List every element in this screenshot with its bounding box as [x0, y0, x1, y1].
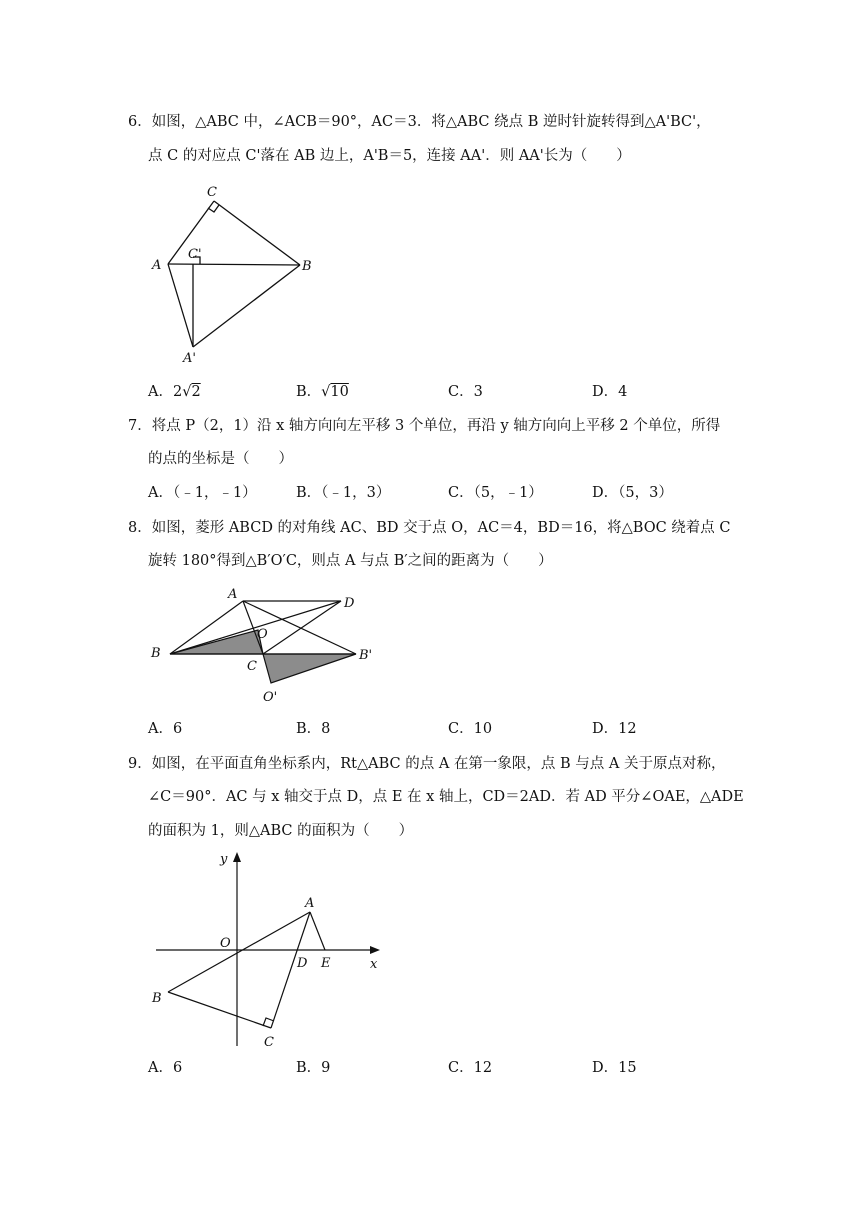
- q9-options: [148, 1058, 748, 1078]
- q9-label-b: B: [152, 991, 162, 1006]
- sqrt-icon: √: [321, 384, 331, 400]
- q6-label-b: B: [302, 259, 312, 274]
- q6-label-a: A: [152, 258, 162, 273]
- q9-x-arrow-icon: [370, 946, 380, 954]
- q8-label-op: O': [263, 690, 278, 705]
- q6-label-c: C: [207, 185, 217, 200]
- q7-options: [148, 483, 748, 503]
- q8-option-c[interactable]: C．10: [448, 721, 493, 737]
- q8-line-2: 旋转 180°得到△B′O′C，则点 A 与点 B′之间的距离为（ ）: [148, 553, 553, 569]
- q9-option-d[interactable]: D．15: [592, 1060, 637, 1076]
- q8-figure: [140, 580, 390, 710]
- q6-option-c[interactable]: C．3: [448, 384, 483, 400]
- q6-option-b[interactable]: B．√10: [296, 384, 349, 400]
- q8-triangle-bpopc-shaded: [263, 654, 356, 683]
- q9-label-y: y: [220, 852, 228, 867]
- q6-figure: [140, 180, 340, 370]
- q8-options: [148, 719, 748, 739]
- q9-label-x: x: [370, 957, 378, 972]
- q9-option-c[interactable]: C．12: [448, 1060, 493, 1076]
- q6-line-1: 6．如图，△ABC 中，∠ACB＝90°，AC＝3．将△ABC 绕点 B 逆时针旋转得到△A'BC'，: [128, 114, 711, 130]
- q7-option-c[interactable]: C．（5，﹣1）: [448, 485, 543, 501]
- q8-label-b: B: [151, 646, 161, 661]
- q8-label-bp: B': [359, 648, 373, 663]
- q6-segment-ab: [168, 264, 300, 265]
- q8-label-c: C: [247, 659, 257, 674]
- q9-label-o: O: [220, 936, 231, 951]
- q8-label-a: A: [228, 587, 238, 602]
- q8-option-b[interactable]: B．8: [296, 721, 331, 737]
- q6-options: [148, 382, 748, 402]
- q9-y-arrow-icon: [233, 852, 241, 862]
- q9-figure: [140, 846, 400, 1056]
- q6-segment-cb: [214, 201, 300, 265]
- q9-line-2: ∠C＝90°．AC 与 x 轴交于点 D，点 E 在 x 轴上，CD＝2AD．若 AD 平分∠OAE，△ADE: [148, 789, 744, 805]
- q9-segment-ae: [310, 912, 325, 950]
- q7-option-a[interactable]: A．（﹣1，﹣1）: [148, 485, 257, 501]
- q6-label-cp: C': [188, 247, 202, 262]
- q8-segment-dc: [263, 601, 341, 654]
- q6-option-a[interactable]: A．2√2: [148, 384, 201, 400]
- q8-triangle-boc-shaded: [170, 630, 263, 654]
- q9-label-e: E: [321, 956, 331, 971]
- q9-segment-ab: [168, 912, 310, 992]
- q7-option-d[interactable]: D．（5，3）: [592, 485, 673, 501]
- q6-option-d[interactable]: D．4: [592, 384, 628, 400]
- q6-segment-aap: [168, 264, 193, 347]
- q8-label-o: O: [257, 627, 268, 642]
- q9-label-a: A: [305, 896, 315, 911]
- q6-line-2: 点 C 的对应点 C'落在 AB 边上，A'B＝5，连接 AA'．则 AA'长为（ ）: [148, 148, 631, 164]
- q7-line-1: 7．将点 P（2，1）沿 x 轴方向向左平移 3 个单位，再沿 y 轴方向向上平移 2 个单位，所得: [128, 418, 721, 434]
- q8-option-a[interactable]: A．6: [148, 721, 183, 737]
- q8-line-1: 8．如图，菱形 ABCD 的对角线 AC、BD 交于点 O，AC＝4，BD＝16，将△BOC 绕着点 C: [128, 520, 731, 536]
- q9-label-c: C: [264, 1035, 274, 1050]
- q7-option-b[interactable]: B．（﹣1，3）: [296, 485, 391, 501]
- q9-option-b[interactable]: B．9: [296, 1060, 331, 1076]
- q8-label-d: D: [344, 596, 355, 611]
- q9-line-1: 9．如图，在平面直角坐标系内，Rt△ABC 的点 A 在第一象限，点 B 与点 A 关于原点对称，: [128, 756, 726, 772]
- q9-label-d: D: [297, 956, 308, 971]
- q9-option-a[interactable]: A．6: [148, 1060, 183, 1076]
- q9-line-3: 的面积为 1，则△ABC 的面积为（ ）: [148, 823, 414, 839]
- q6-label-ap: A': [183, 351, 196, 366]
- q7-line-2: 的点的坐标是（ ）: [148, 451, 293, 467]
- q6-segment-apb: [193, 265, 300, 347]
- q9-segment-bc: [168, 992, 271, 1028]
- sqrt-icon: √: [182, 384, 192, 400]
- q8-option-d[interactable]: D．12: [592, 721, 637, 737]
